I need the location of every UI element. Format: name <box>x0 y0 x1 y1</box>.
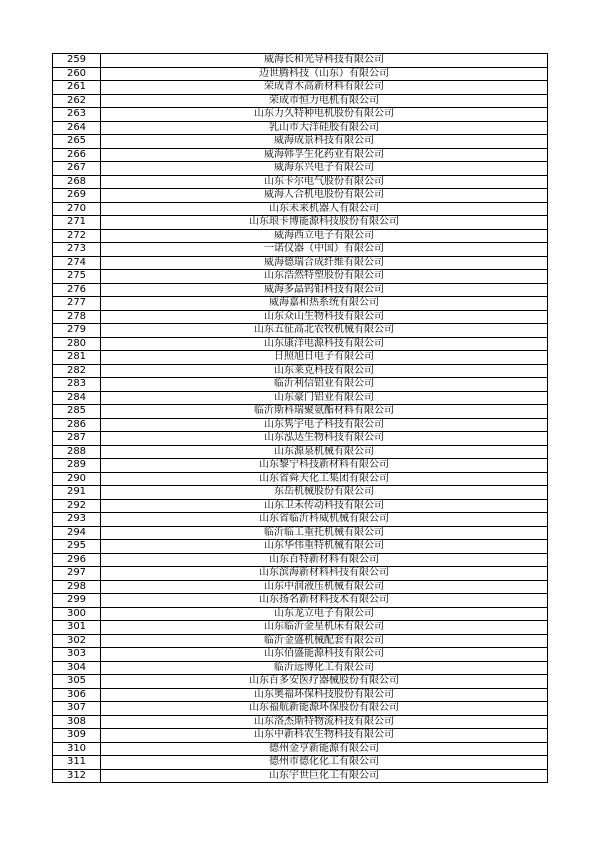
row-number-cell: 267 <box>53 162 101 176</box>
row-number-cell: 282 <box>53 364 101 378</box>
table-row <box>53 594 548 608</box>
company-name-cell: 威海长和光导科技有限公司 <box>101 54 548 68</box>
table-row <box>53 445 548 459</box>
company-name-cell: 山东省舜天化工集团有限公司 <box>101 472 548 486</box>
row-number-cell: 305 <box>53 675 101 689</box>
company-name-cell: 威海德瑞合成纤维有限公司 <box>101 256 548 270</box>
row-number-cell: 284 <box>53 391 101 405</box>
company-name-cell: 一诺仪器（中国）有限公司 <box>101 243 548 257</box>
company-name-cell: 山东龙立电子有限公司 <box>101 607 548 621</box>
table-row <box>53 526 548 540</box>
table-row <box>53 310 548 324</box>
row-number-cell: 295 <box>53 540 101 554</box>
row-number-cell: 264 <box>53 121 101 135</box>
table-row <box>53 513 548 527</box>
company-name-cell: 山东五征高北农牧机械有限公司 <box>101 324 548 338</box>
company-name-cell: 临沂利信铝业有限公司 <box>101 378 548 392</box>
table-row <box>53 108 548 122</box>
company-name-cell: 威海成景科技有限公司 <box>101 135 548 149</box>
row-number-cell: 269 <box>53 189 101 203</box>
table-row <box>53 499 548 513</box>
row-number-cell: 297 <box>53 567 101 581</box>
row-number-cell: 311 <box>53 756 101 770</box>
company-name-cell: 山东泓达生物科技有限公司 <box>101 432 548 446</box>
row-number-cell: 265 <box>53 135 101 149</box>
company-list-table <box>52 53 548 783</box>
table-row <box>53 648 548 662</box>
row-number-cell: 308 <box>53 715 101 729</box>
row-number-cell: 303 <box>53 648 101 662</box>
company-name-cell: 山东华伟重特机械有限公司 <box>101 540 548 554</box>
table-row <box>53 580 548 594</box>
company-name-cell: 临沂临工重托机械有限公司 <box>101 526 548 540</box>
table-row <box>53 243 548 257</box>
row-number-cell: 283 <box>53 378 101 392</box>
row-number-cell: 277 <box>53 297 101 311</box>
table-row <box>53 297 548 311</box>
row-number-cell: 299 <box>53 594 101 608</box>
company-name-cell: 日照旭日电子有限公司 <box>101 351 548 365</box>
row-number-cell: 271 <box>53 216 101 230</box>
table-row <box>53 418 548 432</box>
company-name-cell: 山东黎宁科技新材料有限公司 <box>101 459 548 473</box>
row-number-cell: 261 <box>53 81 101 95</box>
company-name-cell: 威海东兴电子有限公司 <box>101 162 548 176</box>
table-row <box>53 729 548 743</box>
row-number-cell: 281 <box>53 351 101 365</box>
table-row <box>53 54 548 68</box>
company-name-cell: 山东隽宇电子科技有限公司 <box>101 418 548 432</box>
row-number-cell: 309 <box>53 729 101 743</box>
table-row <box>53 256 548 270</box>
company-name-cell: 山东扬名新材料技术有限公司 <box>101 594 548 608</box>
row-number-cell: 273 <box>53 243 101 257</box>
row-number-cell: 310 <box>53 742 101 756</box>
company-name-cell: 临沂金盛机械配套有限公司 <box>101 634 548 648</box>
row-number-cell: 280 <box>53 337 101 351</box>
table-row <box>53 459 548 473</box>
company-name-cell: 山东力久特种电机股份有限公司 <box>101 108 548 122</box>
row-number-cell: 275 <box>53 270 101 284</box>
row-number-cell: 287 <box>53 432 101 446</box>
row-number-cell: 268 <box>53 175 101 189</box>
table-row <box>53 121 548 135</box>
table-row <box>53 715 548 729</box>
company-name-cell: 山东滨海新材料科技有限公司 <box>101 567 548 581</box>
row-number-cell: 266 <box>53 148 101 162</box>
company-name-cell: 山东佰盛能源科技有限公司 <box>101 648 548 662</box>
company-name-cell: 德州市德化化工有限公司 <box>101 756 548 770</box>
row-number-cell: 276 <box>53 283 101 297</box>
table-row <box>53 391 548 405</box>
row-number-cell: 259 <box>53 54 101 68</box>
row-number-cell: 296 <box>53 553 101 567</box>
row-number-cell: 274 <box>53 256 101 270</box>
company-name-cell: 山东洛杰斯特物流科技有限公司 <box>101 715 548 729</box>
company-name-cell: 乳山市大洋硅胶有限公司 <box>101 121 548 135</box>
table-row <box>53 742 548 756</box>
table-row <box>53 634 548 648</box>
row-number-cell: 288 <box>53 445 101 459</box>
table-row <box>53 405 548 419</box>
table-row <box>53 661 548 675</box>
table-row <box>53 162 548 176</box>
company-name-cell: 临沂斯科瑞聚氨酯材料有限公司 <box>101 405 548 419</box>
company-name-cell: 山东福航新能源环保股份有限公司 <box>101 702 548 716</box>
row-number-cell: 292 <box>53 499 101 513</box>
company-name-cell: 山东康洋电源科技有限公司 <box>101 337 548 351</box>
table-row <box>53 67 548 81</box>
company-name-cell: 威海人合机电股份有限公司 <box>101 189 548 203</box>
company-name-cell: 威海韩孚生化药业有限公司 <box>101 148 548 162</box>
row-number-cell: 262 <box>53 94 101 108</box>
table-row <box>53 229 548 243</box>
company-name-cell: 山东宇世巨化工有限公司 <box>101 769 548 783</box>
row-number-cell: 289 <box>53 459 101 473</box>
row-number-cell: 300 <box>53 607 101 621</box>
row-number-cell: 312 <box>53 769 101 783</box>
table-row <box>53 486 548 500</box>
table-row <box>53 688 548 702</box>
company-name-cell: 山东莱克科技有限公司 <box>101 364 548 378</box>
row-number-cell: 263 <box>53 108 101 122</box>
table-row <box>53 202 548 216</box>
company-name-cell: 临沂远博化工有限公司 <box>101 661 548 675</box>
row-number-cell: 301 <box>53 621 101 635</box>
row-number-cell: 291 <box>53 486 101 500</box>
table-row <box>53 553 548 567</box>
row-number-cell: 285 <box>53 405 101 419</box>
table-row <box>53 364 548 378</box>
company-name-cell: 迈世腾科技（山东）有限公司 <box>101 67 548 81</box>
company-name-cell: 山东琅卡博能源科技股份有限公司 <box>101 216 548 230</box>
company-name-cell: 威海嘉和热系统有限公司 <box>101 297 548 311</box>
company-name-cell: 威海西立电子有限公司 <box>101 229 548 243</box>
company-name-cell: 山东奥福环保科技股份有限公司 <box>101 688 548 702</box>
company-name-cell: 山东中润液压机械有限公司 <box>101 580 548 594</box>
company-name-cell: 山东源泉机械有限公司 <box>101 445 548 459</box>
table-row <box>53 324 548 338</box>
table-row <box>53 702 548 716</box>
row-number-cell: 270 <box>53 202 101 216</box>
company-name-cell: 山东卡尔电气股份有限公司 <box>101 175 548 189</box>
table-row <box>53 135 548 149</box>
table-row <box>53 216 548 230</box>
table-row <box>53 94 548 108</box>
row-number-cell: 304 <box>53 661 101 675</box>
company-name-cell: 山东豪门铝业有限公司 <box>101 391 548 405</box>
company-name-cell: 威海多晶钨钼科技有限公司 <box>101 283 548 297</box>
company-name-cell: 山东未来机器人有限公司 <box>101 202 548 216</box>
table-row <box>53 283 548 297</box>
company-name-cell: 山东百多安医疗器械股份有限公司 <box>101 675 548 689</box>
row-number-cell: 294 <box>53 526 101 540</box>
table-row <box>53 540 548 554</box>
row-number-cell: 278 <box>53 310 101 324</box>
table-row <box>53 148 548 162</box>
company-name-cell: 山东中新科农生物科技有限公司 <box>101 729 548 743</box>
company-name-cell: 山东浩然特塑股份有限公司 <box>101 270 548 284</box>
row-number-cell: 302 <box>53 634 101 648</box>
row-number-cell: 290 <box>53 472 101 486</box>
row-number-cell: 260 <box>53 67 101 81</box>
table-row <box>53 607 548 621</box>
company-name-cell: 山东卫禾传动科技有限公司 <box>101 499 548 513</box>
table-row <box>53 189 548 203</box>
table-row <box>53 81 548 95</box>
company-name-cell: 荣成市恒力电机有限公司 <box>101 94 548 108</box>
row-number-cell: 298 <box>53 580 101 594</box>
company-name-cell: 德州金亨新能源有限公司 <box>101 742 548 756</box>
company-name-cell: 东岳机械股份有限公司 <box>101 486 548 500</box>
row-number-cell: 306 <box>53 688 101 702</box>
table-row <box>53 337 548 351</box>
table-row <box>53 756 548 770</box>
company-name-cell: 荣成青木高新材料有限公司 <box>101 81 548 95</box>
row-number-cell: 272 <box>53 229 101 243</box>
company-name-cell: 山东临沂金星机床有限公司 <box>101 621 548 635</box>
company-name-cell: 山东百特新材料有限公司 <box>101 553 548 567</box>
row-number-cell: 286 <box>53 418 101 432</box>
table-row <box>53 270 548 284</box>
table-row <box>53 175 548 189</box>
table-row <box>53 621 548 635</box>
table-row <box>53 472 548 486</box>
table-row <box>53 675 548 689</box>
row-number-cell: 279 <box>53 324 101 338</box>
table-row <box>53 567 548 581</box>
table-row <box>53 378 548 392</box>
company-name-cell: 山东省临沂科威机械有限公司 <box>101 513 548 527</box>
table-row <box>53 769 548 783</box>
row-number-cell: 307 <box>53 702 101 716</box>
company-list-body <box>53 54 548 783</box>
table-row <box>53 351 548 365</box>
row-number-cell: 293 <box>53 513 101 527</box>
company-name-cell: 山东众山生物科技有限公司 <box>101 310 548 324</box>
table-row <box>53 432 548 446</box>
